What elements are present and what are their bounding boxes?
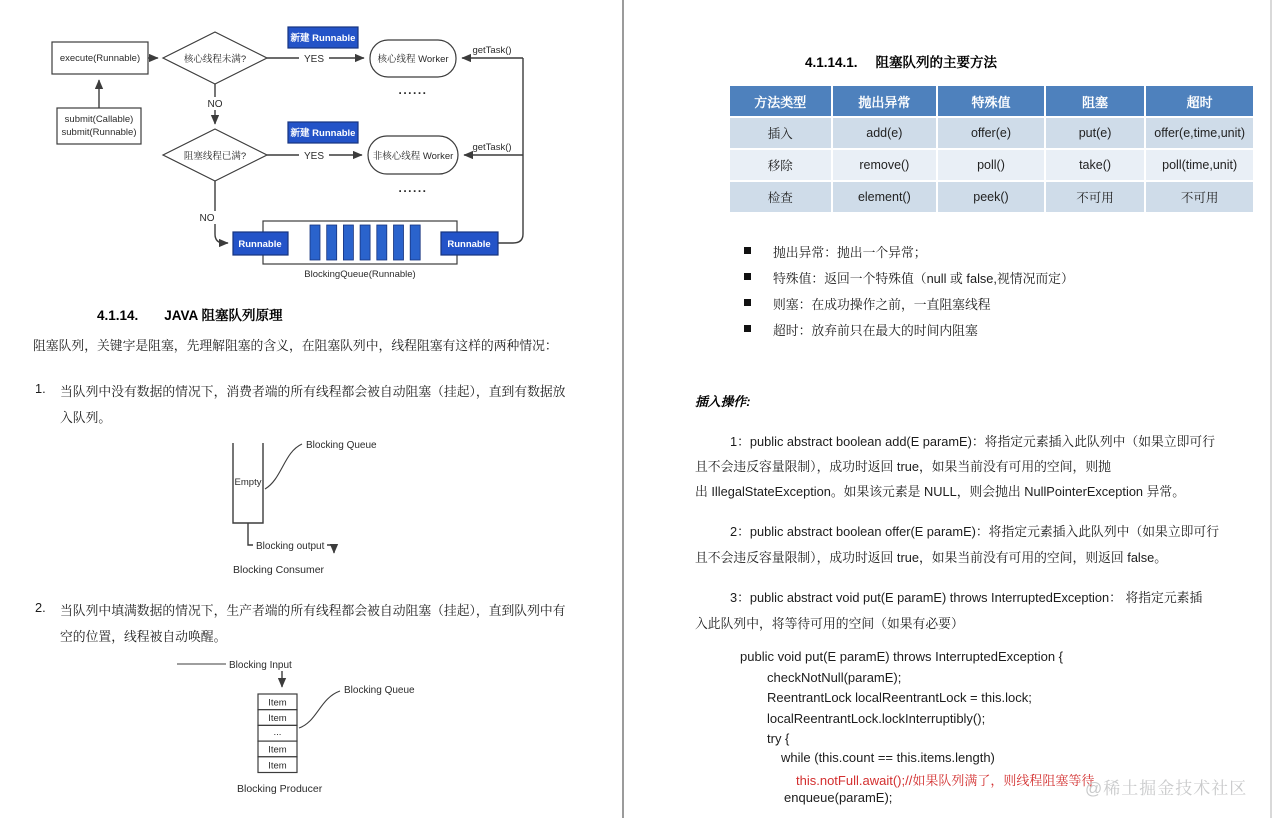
list1-number: 1. bbox=[35, 381, 46, 396]
table-row bbox=[730, 150, 1253, 180]
para1-line3: 出 IllegalStateException。如果该元素是 NULL，则会抛出 NullPointerException 异常。 bbox=[695, 484, 1185, 499]
blocking-consumer-diagram bbox=[0, 430, 622, 585]
no-label-bottom: NO bbox=[199, 213, 215, 224]
queue-bars bbox=[310, 225, 420, 260]
bullet-text: 超时：放弃前只在最大的时间内阻塞 bbox=[773, 323, 978, 338]
col-header: 方法类型 bbox=[730, 86, 831, 116]
bullet-item bbox=[744, 268, 1074, 287]
empty-label: Empty bbox=[234, 477, 262, 488]
code-line-7-red-comment: this.notFull.await();//如果队列满了，则线程阻塞等待 bbox=[796, 773, 1095, 788]
bullet-square-icon bbox=[744, 299, 751, 306]
yes-label-bottom: YES bbox=[303, 151, 325, 162]
bullet-text: 特殊值：返回一个特殊值（null 或 false,视情况而定） bbox=[773, 271, 1074, 286]
code-line-1: public void put(E paramE) throws InterruptedException { bbox=[740, 649, 1064, 664]
bullet-square-icon bbox=[744, 247, 751, 254]
bullet-text: 抛出异常：抛出一个异常； bbox=[773, 245, 927, 260]
code-line-8: enqueue(paramE); bbox=[784, 790, 893, 805]
cell: 插入 bbox=[730, 118, 831, 148]
cell: remove() bbox=[833, 150, 937, 180]
bullet-square-icon bbox=[744, 273, 751, 280]
section-heading-left bbox=[97, 304, 283, 324]
new-runnable-label-bottom: 新建 Runnable bbox=[290, 128, 356, 139]
cell: take() bbox=[1046, 150, 1145, 180]
section-title: JAVA 阻塞队列原理 bbox=[164, 308, 283, 323]
code-line-3: ReentrantLock localReentrantLock = this.lock; bbox=[767, 690, 1032, 705]
cell: peek() bbox=[938, 182, 1044, 212]
page-divider bbox=[622, 0, 624, 818]
bullet-item bbox=[744, 242, 927, 261]
insert-ops-heading: 插入操作: bbox=[695, 394, 751, 409]
runnable-label-right: Runnable bbox=[447, 239, 491, 250]
blocking-input-label: Blocking Input bbox=[229, 660, 292, 671]
blocking-queue-label: Blocking Queue bbox=[306, 440, 377, 451]
dots-bottom: ...... bbox=[398, 181, 428, 195]
para3-line1: 3：public abstract void put(E paramE) throws InterruptedException： 将指定元素插 bbox=[730, 590, 1203, 605]
stack-cell-2: Item bbox=[268, 713, 287, 725]
list2-number: 2. bbox=[35, 600, 46, 615]
runnable-label-left: Runnable bbox=[238, 239, 282, 250]
blocking-producer-caption: Blocking Producer bbox=[237, 783, 323, 795]
stack-cell-1: Item bbox=[268, 697, 287, 709]
bullet-text: 则塞：在成功操作之前，一直阻塞线程 bbox=[773, 297, 991, 312]
cell: poll() bbox=[938, 150, 1044, 180]
bullet-item bbox=[744, 320, 978, 339]
yes-label-top: YES bbox=[303, 54, 325, 65]
col-header: 超时 bbox=[1146, 86, 1253, 116]
execute-label: execute(Runnable) bbox=[59, 53, 141, 64]
juejin-watermark: @稀土掘金技术社区 bbox=[1085, 779, 1248, 798]
cell: add(e) bbox=[833, 118, 937, 148]
section-number: 4.1.14. bbox=[97, 308, 139, 323]
para1-line2: 且不会违反容量限制），成功时返回 true，如果当前没有可用的空间，则抛 bbox=[695, 459, 1111, 474]
table-row bbox=[730, 182, 1253, 212]
code-line-5: try { bbox=[767, 731, 790, 746]
no-label-top: NO bbox=[207, 99, 223, 110]
worker-core-label: 核心线程 Worker bbox=[377, 54, 449, 65]
table-header-row bbox=[730, 86, 1253, 116]
code-line-4: localReentrantLock.lockInterruptibly(); bbox=[767, 711, 986, 726]
para3-line2: 入此队列中，将等待可用的空间（如果有必要） bbox=[695, 616, 964, 631]
para1-line1: 1：public abstract boolean add(E paramE)：将指定元素插入此队列中（如果立即可行 bbox=[730, 434, 1215, 449]
cell: poll(time,unit) bbox=[1146, 150, 1253, 180]
queue-pointer bbox=[299, 691, 340, 728]
col-header: 阻塞 bbox=[1046, 86, 1145, 116]
intro-paragraph: 阻塞队列，关键字是阻塞，先理解阻塞的含义，在阻塞队列中，线程阻塞有这样的两种情况： bbox=[33, 338, 558, 353]
cell: offer(e) bbox=[938, 118, 1044, 148]
bullet-square-icon bbox=[744, 325, 751, 332]
cell: 不可用 bbox=[1146, 182, 1253, 212]
list2-line2: 空的位置，线程被自动唤醒。 bbox=[60, 629, 227, 644]
page-left bbox=[0, 0, 622, 818]
code-line-2: checkNotNull(paramE); bbox=[767, 670, 902, 685]
section-title-right: 阻塞队列的主要方法 bbox=[875, 55, 998, 70]
gettask-label-bottom: getTask() bbox=[472, 142, 512, 153]
cell: 不可用 bbox=[1046, 182, 1145, 212]
worker-noncore-label: 非核心线程 Worker bbox=[372, 151, 454, 162]
stack-cell-3: ... bbox=[273, 727, 282, 738]
cell: 移除 bbox=[730, 150, 831, 180]
blocking-producer-diagram bbox=[0, 648, 622, 808]
blocking-output-label: Blocking output bbox=[256, 541, 325, 552]
blockingqueue-caption: BlockingQueue(Runnable) bbox=[304, 269, 416, 280]
dots-top: ...... bbox=[398, 83, 428, 97]
bullet-item bbox=[744, 294, 991, 313]
cell: put(e) bbox=[1046, 118, 1145, 148]
col-header: 特殊值 bbox=[938, 86, 1044, 116]
stack-cell-5: Item bbox=[268, 760, 287, 772]
cell: 检查 bbox=[730, 182, 831, 212]
section-heading-right bbox=[805, 51, 997, 71]
cell: element() bbox=[833, 182, 937, 212]
gettask-label-top: getTask() bbox=[472, 45, 512, 56]
list1-line2: 入队列。 bbox=[60, 410, 112, 425]
blocking-queue-label-2: Blocking Queue bbox=[344, 685, 415, 696]
para2-line1: 2：public abstract boolean offer(E paramE)：将指定元素插入此队列中（如果立即可行 bbox=[730, 524, 1220, 539]
section-number-right: 4.1.14.1. bbox=[805, 55, 858, 70]
table-row bbox=[730, 118, 1253, 148]
submit-label-1: submit(Callable) bbox=[64, 114, 134, 125]
page-right bbox=[626, 0, 1272, 818]
para2-line2: 且不会违反容量限制），成功时返回 true，如果当前没有可用的空间，则返回 false。 bbox=[695, 550, 1168, 565]
blocking-queue-methods-table bbox=[728, 84, 1255, 214]
cell: offer(e,time,unit) bbox=[1146, 118, 1253, 148]
list1-line1: 当队列中没有数据的情况下，消费者端的所有线程都会被自动阻塞（挂起），直到有数据放 bbox=[60, 384, 566, 399]
new-runnable-label-top: 新建 Runnable bbox=[290, 33, 356, 44]
list2-line1: 当队列中填满数据的情况下，生产者端的所有线程都会被自动阻塞（挂起），直到队列中有 bbox=[60, 603, 566, 618]
queue-pointer bbox=[265, 444, 302, 489]
decision-core-label: 核心线程未满? bbox=[183, 54, 247, 65]
decision-queue-label: 阻塞线程已满? bbox=[183, 151, 247, 162]
stack-cell-4: Item bbox=[268, 744, 287, 756]
submit-label-2: submit(Runnable) bbox=[61, 127, 137, 138]
blocking-consumer-caption: Blocking Consumer bbox=[233, 564, 325, 576]
code-line-6: while (this.count == this.items.length) bbox=[781, 750, 995, 765]
threadpool-flowchart bbox=[0, 0, 622, 300]
col-header: 抛出异常 bbox=[833, 86, 937, 116]
